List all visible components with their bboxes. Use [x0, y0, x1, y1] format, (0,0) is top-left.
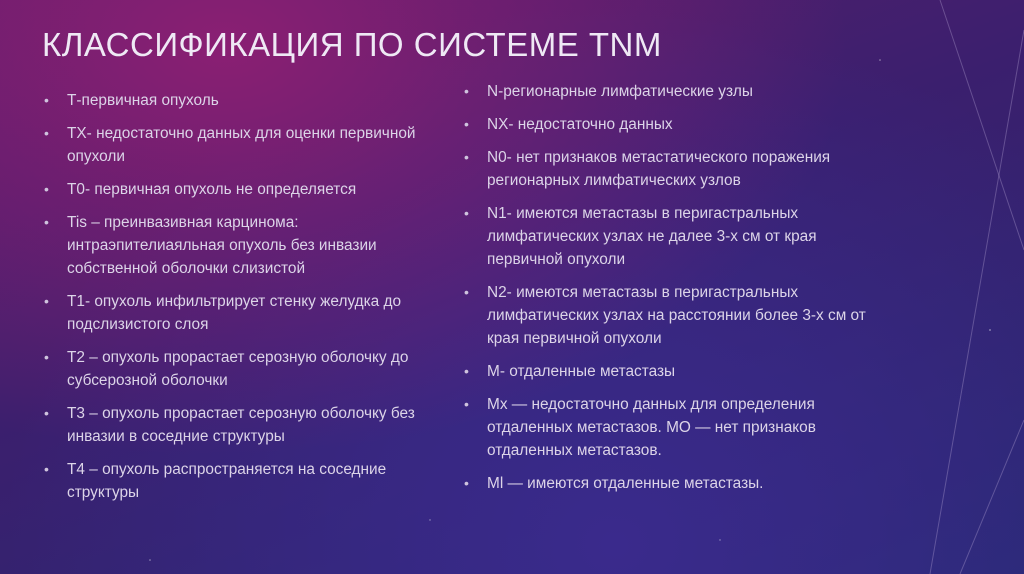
- bullet-icon: •: [44, 125, 49, 141]
- list-item: [462, 113, 882, 136]
- bullet-icon: •: [464, 363, 469, 379]
- list-item-text: N-регионарные лимфатические узлы: [487, 83, 753, 100]
- bullet-icon: •: [44, 405, 49, 421]
- list-item-text: Tis – преинвазивная карцинома: интраэпителиаяльная опухоль без инвазии собственной оболочки слизистой: [67, 214, 377, 277]
- list-item: [42, 122, 454, 168]
- list-item-text: N0- нет признаков метастатического поражения регионарных лимфатических узлов: [487, 149, 831, 189]
- list-item-text: Т2 – опухоль прорастает серозную оболочку до субсерозной оболочки: [67, 349, 409, 389]
- bullet-icon: •: [464, 149, 469, 165]
- list-item: [42, 346, 454, 392]
- list-item-text: Мх — недостаточно данных для определения отдаленных метастазов. МО — нет признаков отдаленных метастазов.: [487, 396, 816, 459]
- bullet-icon: •: [44, 461, 49, 477]
- n-m-classification-list: [462, 80, 882, 505]
- list-item: [42, 402, 454, 448]
- list-item-text: М- отдаленные метастазы: [487, 363, 676, 380]
- bullet-icon: •: [44, 349, 49, 365]
- list-item-text: Т4 – опухоль распространяется на соседние структуры: [67, 461, 387, 501]
- list-item: [462, 393, 882, 462]
- list-item: [42, 290, 454, 336]
- list-item-text: N2- имеются метастазы в перигастральных лимфатических узлах на расстоянии более 3-х см от края первичной опухоли: [487, 284, 866, 347]
- t-classification-list: [42, 89, 454, 514]
- slide-title: КЛАССИФИКАЦИЯ ПО СИСТЕМЕ TNM: [42, 26, 662, 63]
- bullet-icon: •: [464, 116, 469, 132]
- list-item: [42, 178, 454, 201]
- bullet-icon: •: [44, 214, 49, 230]
- list-item: [462, 146, 882, 192]
- bullet-icon: •: [464, 284, 469, 300]
- list-item: [462, 360, 882, 383]
- list-item: [462, 281, 882, 350]
- list-item: [42, 89, 454, 112]
- list-item-text: NX- недостаточно данных: [487, 116, 673, 133]
- list-item-text: Т3 – опухоль прорастает серозную оболочку без инвазии в соседние структуры: [67, 405, 415, 445]
- list-item-text: Т-первичная опухоль: [67, 92, 219, 109]
- list-item-text: Т0- первичная опухоль не определяется: [67, 181, 357, 198]
- list-item: [462, 202, 882, 271]
- list-item-text: Т1- опухоль инфильтрирует стенку желудка до подслизистого слоя: [67, 293, 402, 333]
- list-item: [462, 80, 882, 103]
- list-item: [462, 472, 882, 495]
- list-item-text: N1- имеются метастазы в перигастральных лимфатических узлах не далее 3-х см от края первичной опухоли: [487, 205, 817, 268]
- bullet-icon: •: [464, 396, 469, 412]
- list-item-text: Ml — имеются отдаленные метастазы.: [487, 475, 764, 492]
- list-item-text: ТХ- недостаточно данных для оценки первичной опухоли: [67, 125, 416, 165]
- list-item: [42, 211, 454, 280]
- bullet-icon: •: [464, 205, 469, 221]
- bullet-icon: •: [464, 475, 469, 491]
- bullet-icon: •: [44, 92, 49, 108]
- bullet-icon: •: [44, 293, 49, 309]
- list-item: [42, 458, 454, 504]
- bullet-icon: •: [44, 181, 49, 197]
- bullet-icon: •: [464, 83, 469, 99]
